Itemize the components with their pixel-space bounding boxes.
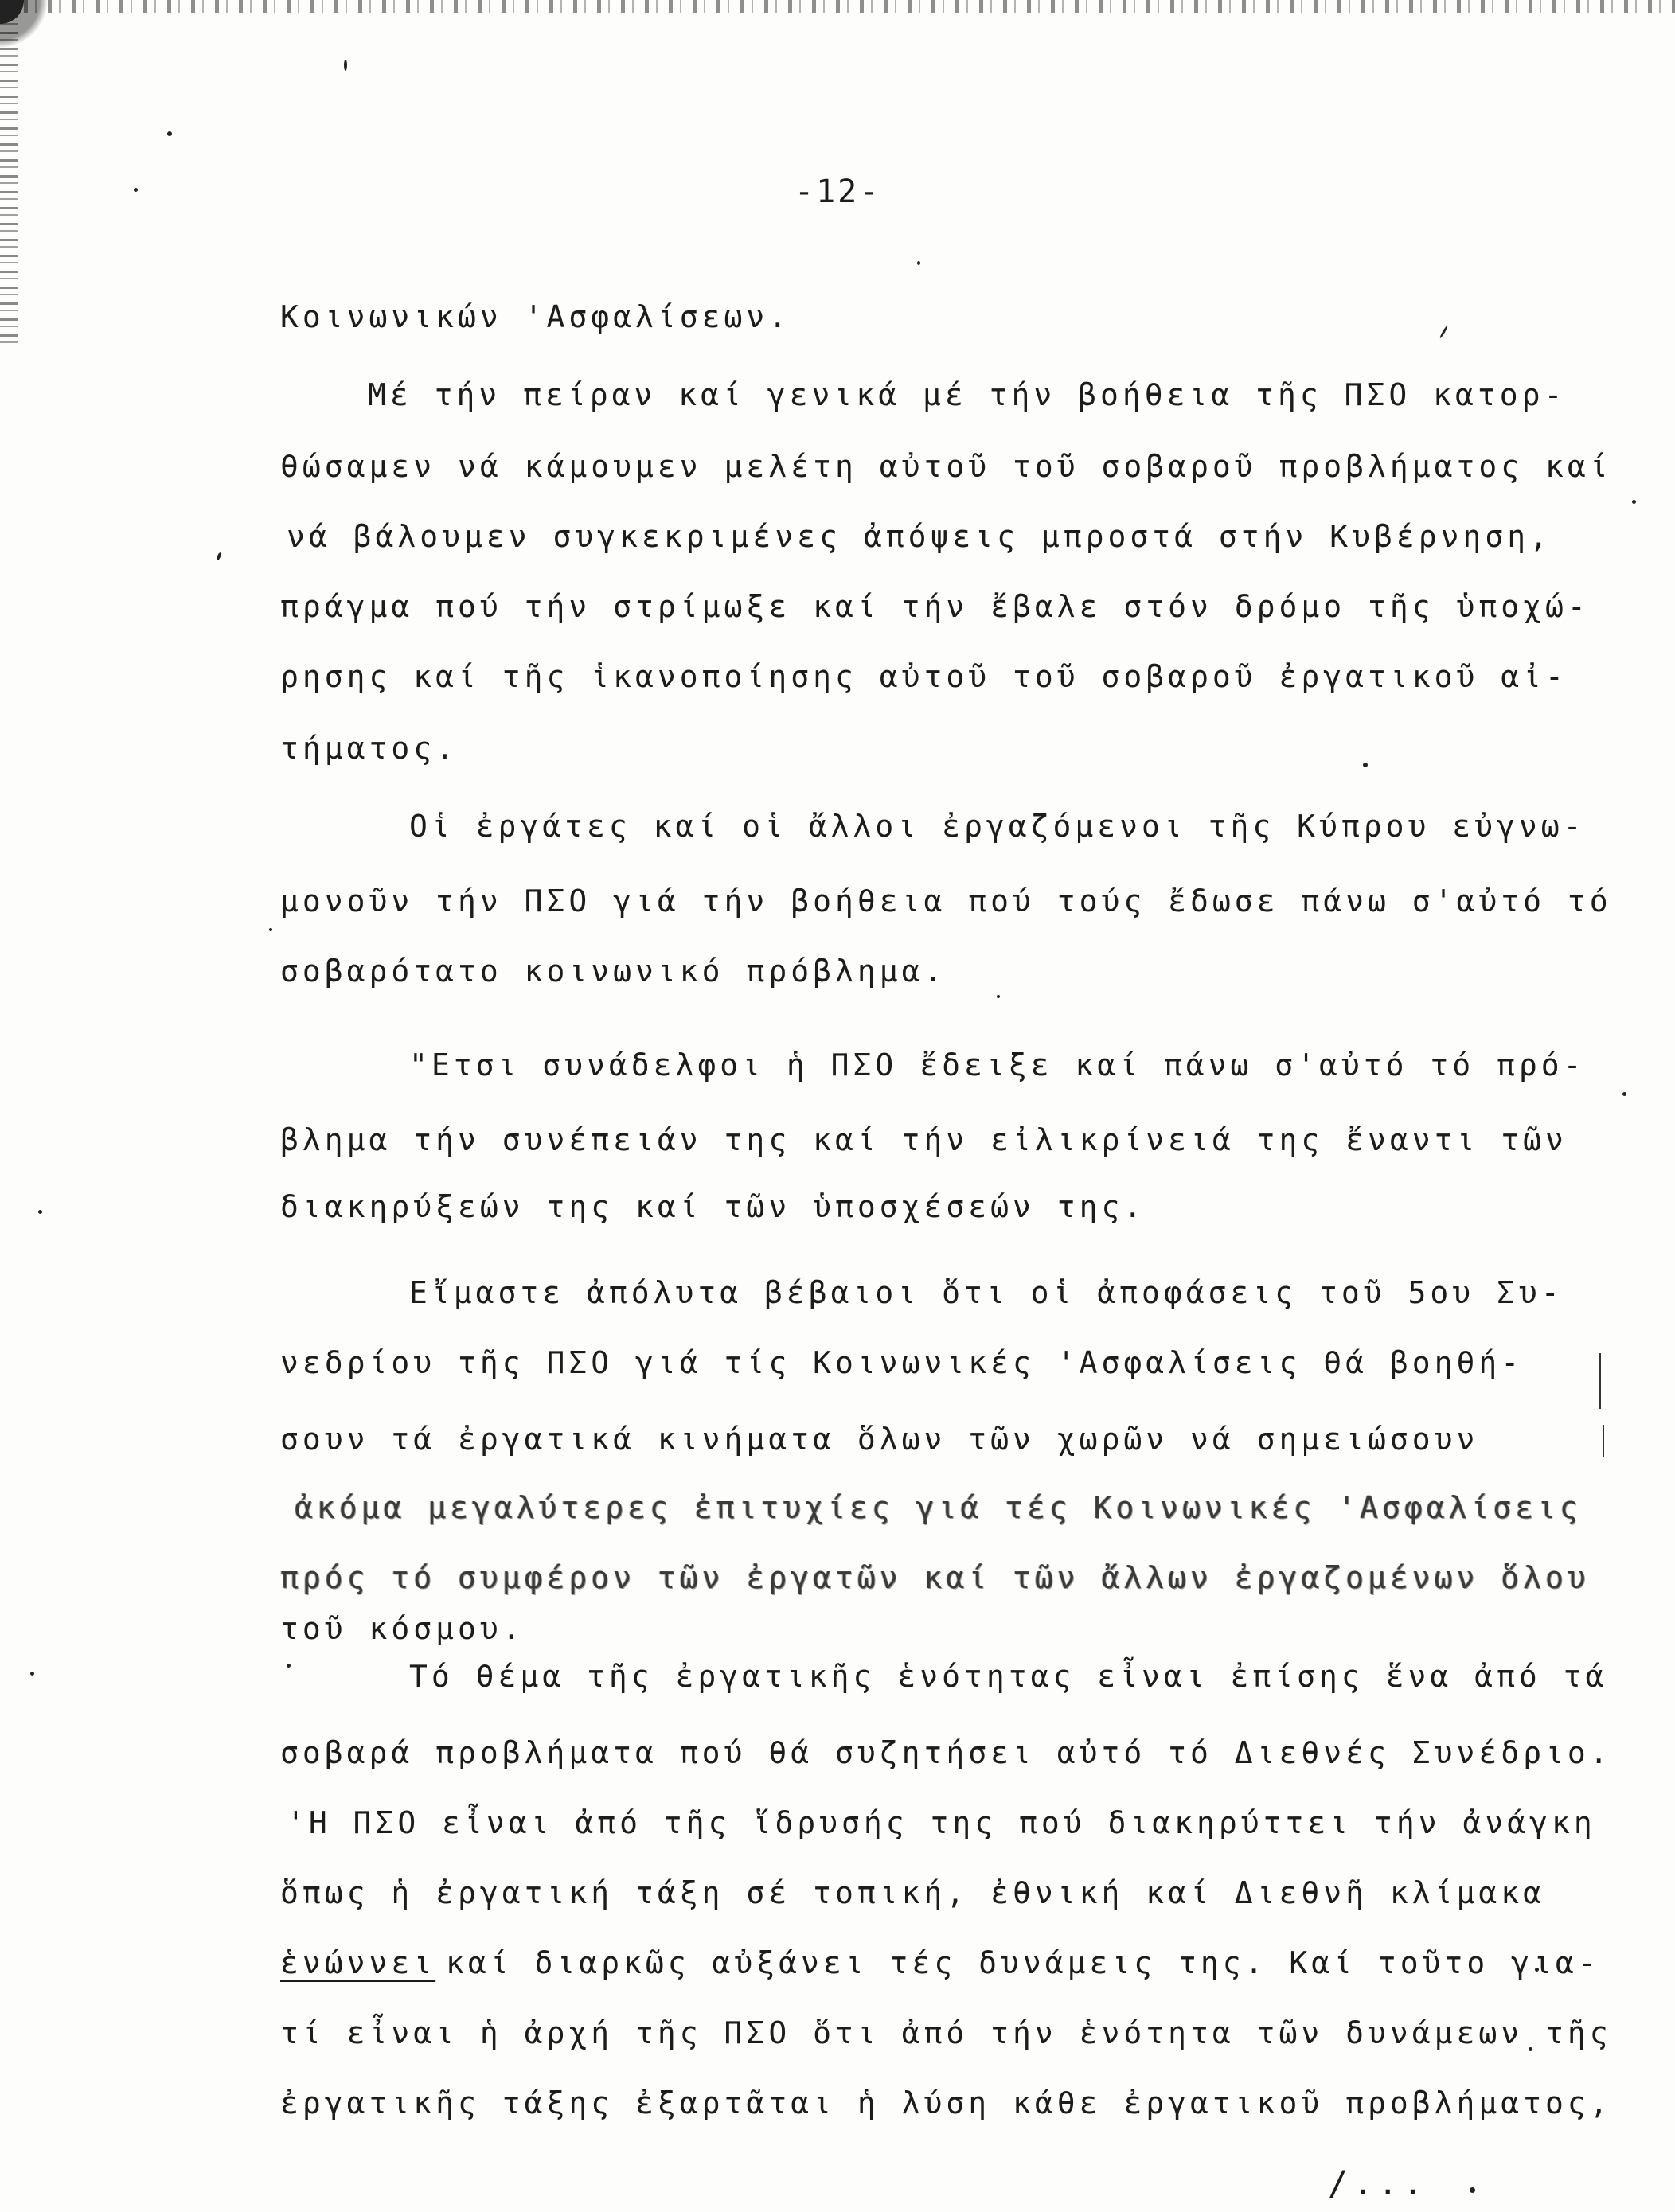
text-line: ρησης καί τῆς ἱκανοποίησης αὐτοῦ τοῦ σοβαροῦ ἐργατικοῦ αἰ- bbox=[280, 659, 1568, 694]
text-line: Οἱ ἐργάτες καί οἱ ἄλλοι ἐργαζόμενοι τῆς Κύπρου εὐγνω- bbox=[409, 809, 1586, 844]
scan-speck bbox=[30, 1672, 34, 1676]
text-line: "Ετσι συνάδελφοι ἡ ΠΣΟ ἔδειξε καί πάνω σ'αὐτό τό πρό- bbox=[409, 1047, 1586, 1083]
scan-speck bbox=[1632, 500, 1636, 504]
scan-speck bbox=[269, 928, 272, 931]
underlined-word: ἑνώννει bbox=[280, 1945, 436, 1980]
text-line: Τό θέμα τῆς ἐργατικῆς ἑνότητας εἶναι ἐπίσης ἕνα ἀπό τά bbox=[409, 1659, 1608, 1694]
scan-speck bbox=[997, 995, 1000, 998]
scan-speck bbox=[1439, 325, 1449, 338]
text-line: νεδρίου τῆς ΠΣΟ γιά τίς Κοινωνικές 'Ασφαλίσεις θά βοηθή- bbox=[280, 1345, 1524, 1380]
scan-speck bbox=[216, 552, 221, 561]
text-line: καί διαρκῶς αὐξάνει τές δυνάμεις της. Καί τοῦτο για- bbox=[446, 1945, 1600, 1980]
text-line: Κοινωνικών 'Ασφαλίσεων. bbox=[280, 299, 791, 334]
scan-speck bbox=[1363, 763, 1368, 767]
text-line: διακηρύξεών της καί τῶν ὑποσχέσεών της. bbox=[280, 1189, 1146, 1224]
scan-speck bbox=[287, 1664, 291, 1668]
text-line: Εἴμαστε ἀπόλυτα βέβαιοι ὅτι οἱ ἀποφάσεις τοῦ 5ου Συ- bbox=[409, 1275, 1564, 1310]
continuation-mark: /... bbox=[1328, 2163, 1428, 2202]
page-number: -12- bbox=[795, 174, 881, 210]
scan-speck bbox=[1622, 1092, 1626, 1096]
text-line: σοβαρότατο κοινωνικό πρόβλημα. bbox=[280, 954, 947, 989]
text-line: σοβαρά προβλήματα πού θά συζητήσει αὐτό τό Διεθνές Συνέδριο. bbox=[280, 1735, 1612, 1770]
scan-speck bbox=[134, 188, 138, 192]
text-line-smudged: ἀκόμα μεγαλύτερες ἐπιτυχίες γιά τές Κοινωνικές 'Ασφαλίσεις bbox=[295, 1490, 1582, 1525]
scan-speck bbox=[344, 60, 347, 71]
scan-noise-top bbox=[0, 0, 1675, 13]
scan-speck bbox=[167, 131, 172, 136]
scan-speck bbox=[917, 261, 920, 265]
scan-corner-blot bbox=[0, 0, 56, 56]
text-line: Μέ τήν πείραν καί γενικά μέ τήν βοήθεια τῆς ΠΣΟ κατορ- bbox=[368, 377, 1567, 412]
text-line: 'Η ΠΣΟ εἶναι ἀπό τῆς ἵδρυσής της πού διακηρύττει τήν ἀνάγκη bbox=[287, 1805, 1596, 1840]
scan-vertical-mark bbox=[1599, 1353, 1601, 1409]
text-line: τήματος. bbox=[280, 731, 459, 766]
text-line: τοῦ κόσμου. bbox=[280, 1611, 525, 1646]
scan-speck bbox=[38, 1210, 42, 1214]
scan-speck bbox=[1470, 2187, 1475, 2193]
text-line: βλημα τήν συνέπειάν της καί τήν εἰλικρίνειά της ἔναντι τῶν bbox=[280, 1122, 1568, 1157]
text-line: ἐργατικῆς τάξης ἐξαρτᾶται ἡ λύση κάθε ἐργατικοῦ προβλήματος, bbox=[280, 2085, 1612, 2120]
text-line: θώσαμεν νά κάμουμεν μελέτη αὐτοῦ τοῦ σοβαροῦ προβλήματος καί bbox=[280, 449, 1612, 484]
text-line: σουν τά ἐργατικά κινήματα ὅλων τῶν χωρῶν νά σημειώσουν bbox=[280, 1422, 1479, 1457]
text-line-smudged: πρός τό συμφέρον τῶν ἐργατῶν καί τῶν ἄλλων ἐργαζομένων ὅλου bbox=[280, 1560, 1590, 1595]
text-line: πράγμα πού τήν στρίμωξε καί τήν ἔβαλε στόν δρόμο τῆς ὑποχώ- bbox=[280, 589, 1590, 624]
text-line: ὅπως ἡ ἐργατική τάξη σέ τοπική, ἐθνική καί Διεθνῆ κλίμακα bbox=[280, 1875, 1546, 1910]
text-line: τί εἶναι ἡ ἀρχή τῆς ΠΣΟ ὅτι ἀπό τήν ἑνότητα τῶν δυνάμεων τῆς bbox=[280, 2015, 1612, 2050]
text-line: μονοῦν τήν ΠΣΟ γιά τήν βοήθεια πού τούς ἔδωσε πάνω σ'αὐτό τό bbox=[280, 884, 1612, 919]
scan-vertical-mark bbox=[1603, 1425, 1604, 1457]
text-line: νά βάλουμεν συγκεκριμένες ἀπόψεις μπροστά στήν Κυβέρνηση, bbox=[287, 519, 1552, 554]
